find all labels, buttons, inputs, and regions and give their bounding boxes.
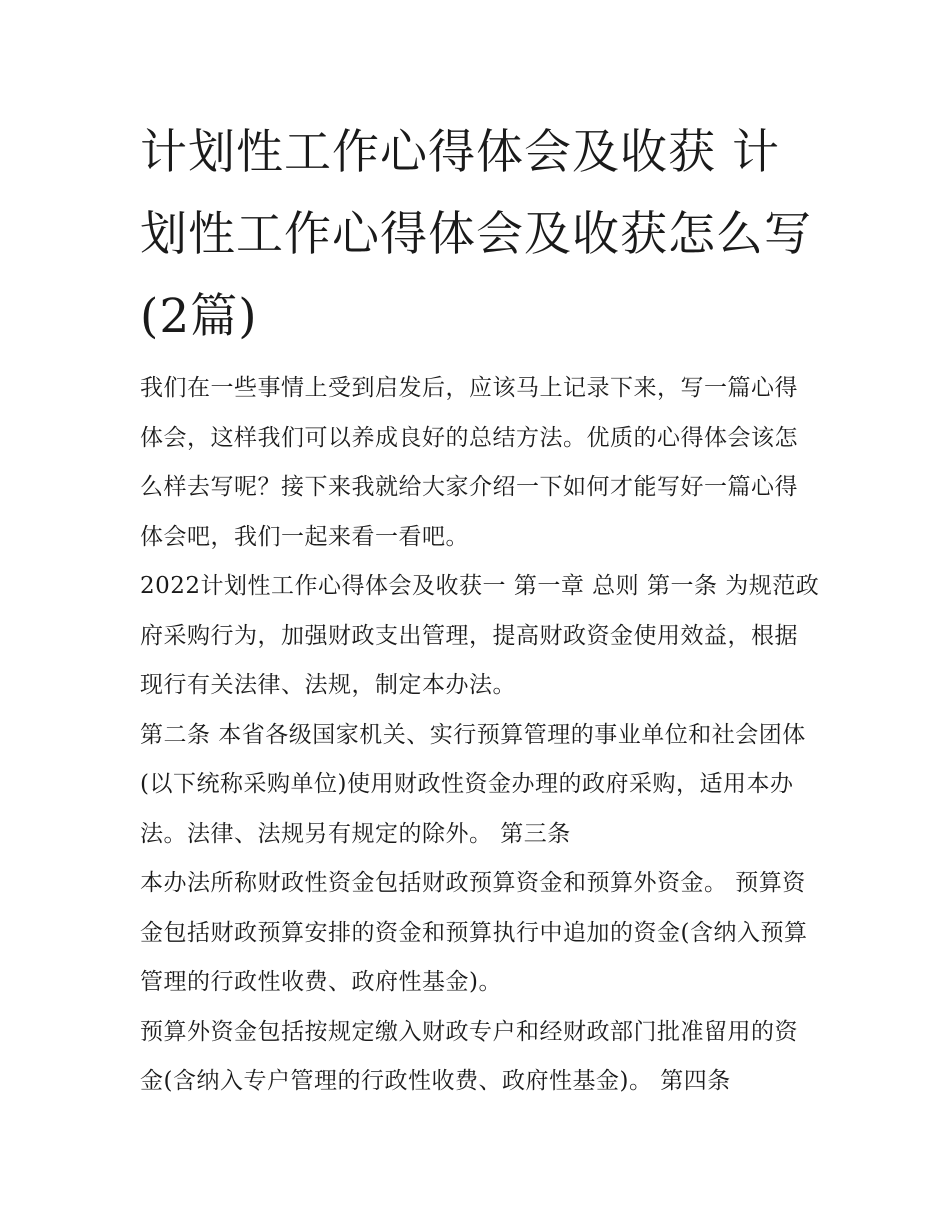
document-title: 计划性工作心得体会及收获 计划性工作心得体会及收获怎么写(2篇): [140, 125, 812, 344]
document-page: [140, 112, 820, 1107]
paragraph-intro: 我们在一些事情上受到启发后，应该马上记录下来，写一篇心得体会，这样我们可以养成良好的总结方法。优质的心得体会该怎么样去写呢？接下来我就给大家介绍一下如何才能写好一篇心得体会吧，我们一起来看一看吧。: [140, 375, 798, 550]
paragraph-extra-budget: 预算外资金包括按规定缴入财政专户和经财政部门批准留用的资金(含纳入专户管理的行政性收费、政府性基金)。 第四条: [140, 1018, 798, 1094]
paragraph-chapter-one: 2022计划性工作心得体会及收获一 第一章 总则 第一条 为规范政府采购行为，加强财政支出管理，提高财政资金使用效益，根据现行有关法律、法规，制定本办法。: [140, 573, 820, 698]
paragraph-article-two: 第二条 本省各级国家机关、实行预算管理的事业单位和社会团体(以下统称采购单位)使用财政性资金办理的政府采购，适用本办法。法律、法规另有规定的除外。 第三条: [140, 721, 806, 847]
paragraph-article-three: 本办法所称财政性资金包括财政预算资金和预算外资金。 预算资金包括财政预算安排的资金和预算执行中追加的资金(含纳入预算管理的行政性收费、政府性基金)。: [140, 870, 808, 995]
